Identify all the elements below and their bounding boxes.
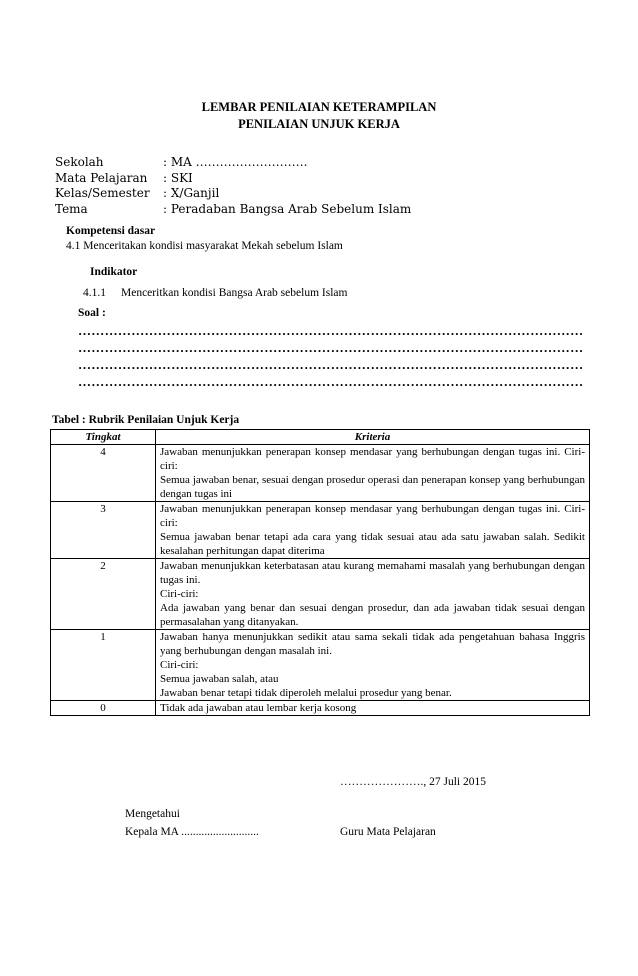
table-caption: Tabel : Rubrik Penilaian Unjuk Kerja [52, 414, 240, 426]
answer-line: …………………………………………………………………………………………………… [78, 323, 584, 338]
indikator-text: Menceritkan kondisi Bangsa Arab sebelum Islam [121, 287, 348, 299]
table-header-row [51, 430, 590, 445]
info-value: : SKI [163, 170, 193, 185]
document-title: LEMBAR PENILAIAN KETERAMPILAN [201, 100, 437, 114]
criteria-cell [156, 701, 590, 716]
criteria-line: Jawaban benar tetapi tidak diperoleh melalui prosedur yang benar. [160, 687, 452, 699]
kepala-signature: Kepala MA ........................... [125, 826, 259, 838]
level-cell: 0 [51, 701, 156, 716]
signature-date: …………………., 27 Juli 2015 [340, 776, 486, 788]
level-cell: 1 [51, 630, 156, 701]
mengetahui-label: Mengetahui [125, 808, 180, 820]
table-row [51, 630, 590, 701]
criteria-cell [156, 630, 590, 701]
criteria-line: Tidak ada jawaban atau lembar kerja kosong [160, 702, 357, 714]
info-label: Sekolah [55, 155, 104, 169]
criteria-line: Semua jawaban salah, atau [160, 673, 279, 685]
soal-answer-lines [78, 322, 583, 390]
column-header-tingkat: Tingkat [51, 430, 156, 445]
criteria-line: Jawaban hanya menunjukkan sedikit atau sama sekali tidak ada pengetahuan bahasa Inggris yang berhubungan dengan masalah ini. [160, 631, 585, 657]
indikator-number: 4.1.1 [83, 287, 106, 299]
level-cell: 4 [51, 445, 156, 502]
criteria-cell [156, 502, 590, 559]
criteria-cell [156, 559, 590, 630]
info-row-mapel [55, 171, 411, 187]
table-row [51, 701, 590, 716]
kompetensi-heading: Kompetensi dasar [66, 225, 156, 237]
table-row [51, 445, 590, 502]
criteria-line: Jawaban menunjukkan penerapan konsep mendasar yang berhubungan dengan tugas ini. Ciri-ciri: [160, 446, 585, 472]
document-subtitle: PENILAIAN UNJUK KERJA [238, 117, 400, 131]
indikator-heading: Indikator [90, 266, 138, 278]
info-row-kelas [55, 186, 411, 202]
criteria-line: Ciri-ciri: [160, 659, 199, 671]
info-label: Kelas/Semester [55, 186, 150, 200]
criteria-line: Ciri-ciri: [160, 588, 199, 600]
info-value: : Peradaban Bangsa Arab Sebelum Islam [163, 201, 412, 216]
guru-signature: Guru Mata Pelajaran [340, 826, 436, 838]
answer-line: …………………………………………………………………………………………………… [78, 340, 584, 355]
criteria-line: Semua jawaban benar tetapi ada cara yang tidak sesuai atau ada satu jawaban salah. Sedikit kesalahan perhitungan dapat diterima [160, 531, 585, 557]
answer-line: …………………………………………………………………………………………………… [78, 357, 584, 372]
level-cell: 2 [51, 559, 156, 630]
info-value: : MA ………………………. [163, 155, 308, 169]
criteria-line: Ada jawaban yang benar dan sesuai dengan prosedur, dan ada jawaban tidak sesuai dengan permasalahan yang ditanyakan. [160, 602, 585, 628]
info-label: Tema [55, 201, 88, 216]
identity-block [55, 155, 411, 217]
rubric-table [50, 429, 590, 716]
criteria-cell [156, 445, 590, 502]
criteria-line: Jawaban menunjukkan keterbatasan atau kurang memahami masalah yang berhubungan dengan tugas ini. [160, 560, 585, 586]
level-cell: 3 [51, 502, 156, 559]
soal-heading: Soal : [78, 307, 106, 319]
column-header-kriteria: Kriteria [156, 430, 590, 445]
kompetensi-text: 4.1 Menceritakan kondisi masyarakat Mekah sebelum Islam [66, 240, 343, 252]
info-row-sekolah [55, 155, 411, 171]
answer-line: …………………………………………………………………………………………………… [78, 374, 584, 389]
info-label: Mata Pelajaran [55, 170, 148, 185]
criteria-line: Jawaban menunjukkan penerapan konsep mendasar yang berhubungan dengan tugas ini. Ciri-ciri: [160, 503, 585, 529]
info-value: : X/Ganjil [163, 186, 220, 200]
table-row [51, 502, 590, 559]
criteria-line: Semua jawaban benar, sesuai dengan prosedur operasi dan penerapan konsep yang berhubungan dengan tugas ini [160, 474, 585, 500]
info-row-tema [55, 202, 411, 218]
table-row [51, 559, 590, 630]
